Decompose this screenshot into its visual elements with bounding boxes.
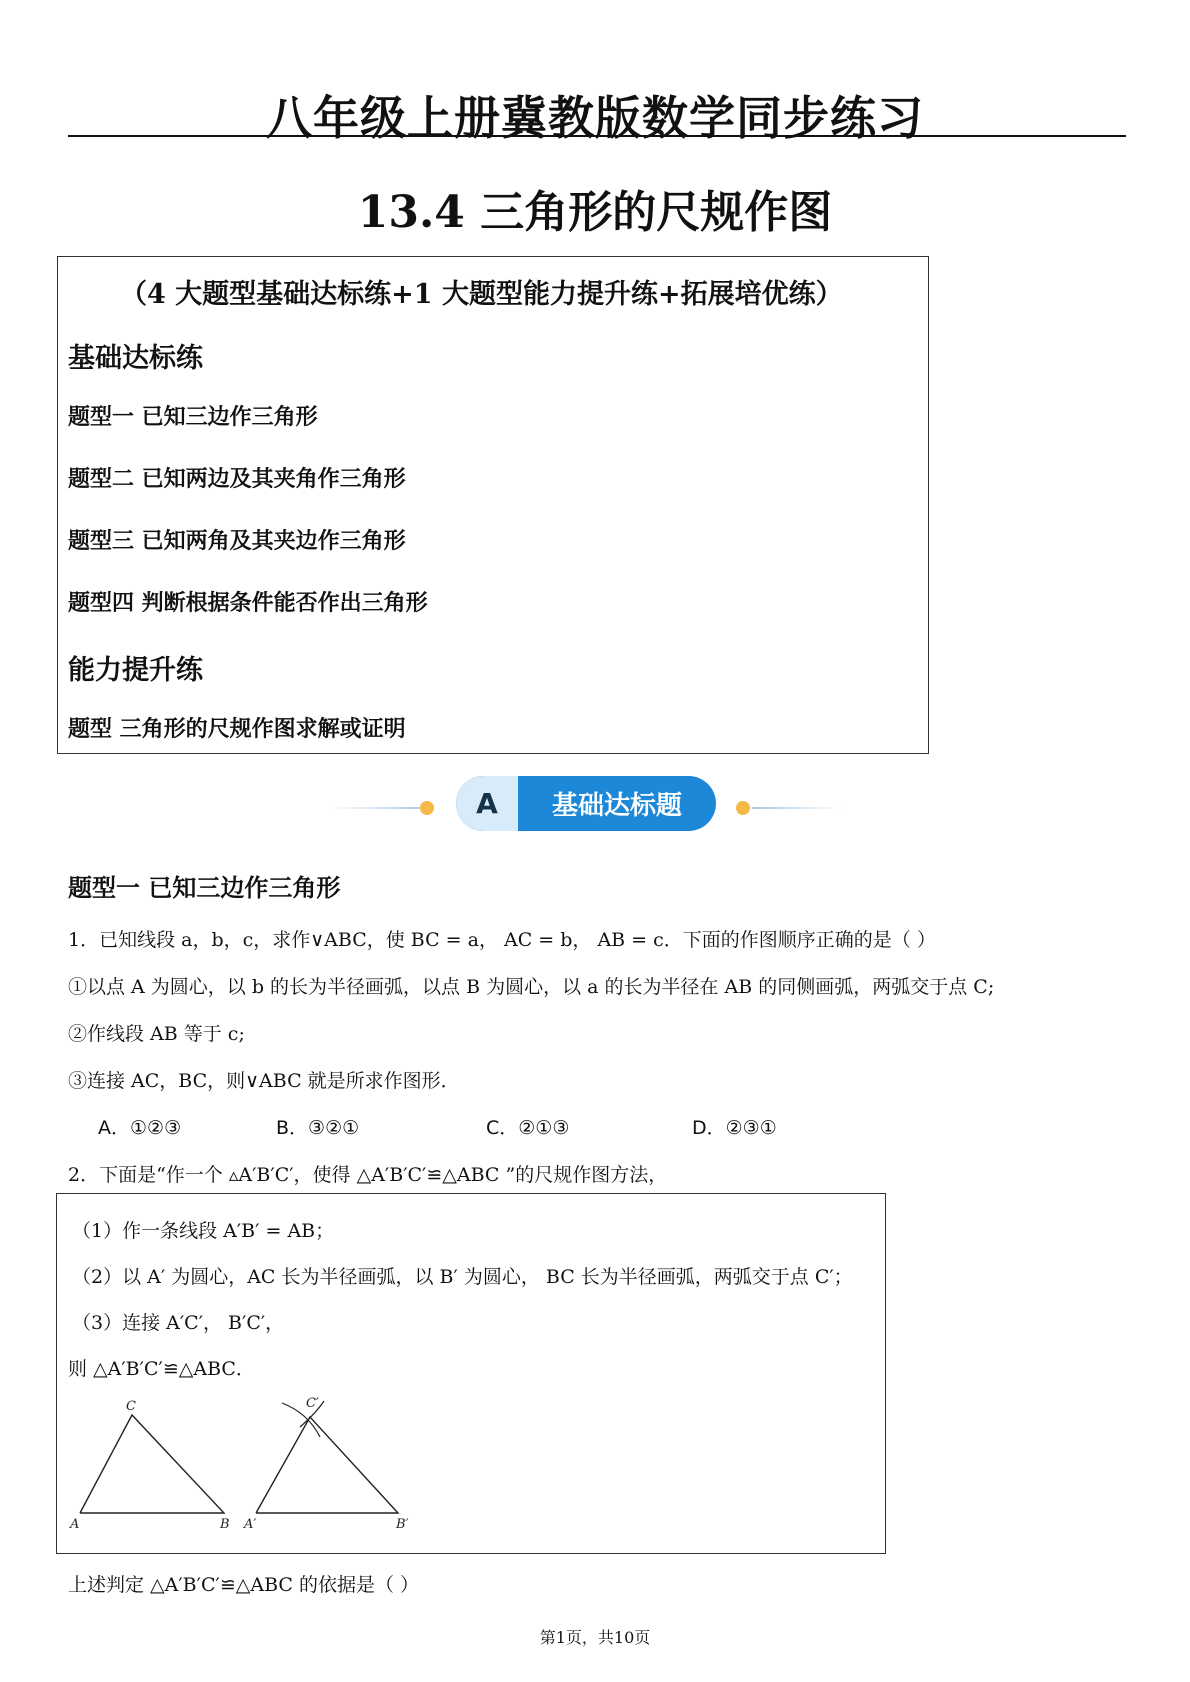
- label-a: A: [70, 1517, 80, 1532]
- label-a2: A′: [244, 1517, 257, 1532]
- q2-box-step-1: （1）作一条线段 A′B′ = AB；: [72, 1220, 335, 1242]
- q1-step-2: ②作线段 AB 等于 c;: [68, 1023, 245, 1045]
- toc-basic-heading: 基础达标练: [68, 343, 203, 374]
- toc-advanced-item: 题型 三角形的尺规作图求解或证明: [68, 717, 406, 742]
- toc-advanced-heading: 能力提升练: [68, 655, 203, 686]
- q2-box-step-2: （2）以 A′ 为圆心，AC 长为半径画弧，以 B′ 为圆心， BC 长为半径画弧，两弧交于点 C′；: [72, 1266, 853, 1288]
- document-title: 八年级上册冀教版数学同步练习: [266, 91, 924, 145]
- title-divider: [68, 135, 1126, 137]
- q1-step-3: ③连接 AC，BC，则∨ABC 就是所求作图形．: [68, 1070, 460, 1092]
- page-number: 第1页，共10页: [539, 1628, 651, 1647]
- q1-stem: 1．已知线段 a，b，c，求作∨ABC，使 BC = a， AC = b， AB = c．下面的作图顺序正确的是（ ）: [68, 929, 936, 951]
- label-c2: C′: [306, 1396, 319, 1411]
- toc-item: 题型一 已知三边作三角形: [68, 405, 318, 430]
- q1-option-c: C．②①③: [486, 1117, 570, 1139]
- banner-letter: A: [456, 776, 518, 831]
- q2-stem: 2．下面是“作一个 ▵A′B′C′，使得 △A′B′C′≌△ABC ”的尺规作图方法，: [68, 1164, 668, 1186]
- banner-line-right: [752, 807, 842, 809]
- label-b2: B′: [396, 1517, 409, 1532]
- banner-dot-right: [736, 801, 750, 815]
- q1-option-a: A．①②③: [98, 1117, 182, 1139]
- q1-option-d: D．②③①: [692, 1117, 777, 1139]
- q2-box-conclusion: 则 △A′B′C′≌△ABC．: [68, 1358, 255, 1380]
- toc-item: 题型二 已知两边及其夹角作三角形: [68, 467, 406, 492]
- q1-step-1: ①以点 A 为圆心，以 b 的长为半径画弧，以点 B 为圆心，以 a 的长为半径在 AB 的同侧画弧，两弧交于点 C;: [68, 976, 995, 998]
- banner-label: 基础达标题: [551, 791, 682, 821]
- toc-item: 题型四 判断根据条件能否作出三角形: [68, 591, 428, 616]
- section-title: 13.4 三角形的尺规作图: [357, 187, 833, 238]
- toc-intro: （4 大题型基础达标练+1 大题型能力提升练+拓展培优练）: [120, 279, 843, 310]
- triangle-figure: [60, 1395, 440, 1535]
- triangle-abc: [69, 1399, 230, 1532]
- section-heading: 题型一 已知三边作三角形: [68, 874, 341, 902]
- label-c: C: [126, 1399, 136, 1414]
- q2-question: 上述判定 △A′B′C′≌△ABC 的依据是（ ）: [68, 1574, 419, 1596]
- q2-box-step-3: （3）连接 A′C′， B′C′，: [72, 1312, 285, 1334]
- q1-option-b: B．③②①: [276, 1117, 360, 1139]
- toc-item: 题型三 已知两角及其夹边作三角形: [68, 529, 406, 554]
- banner-line-left: [330, 807, 428, 809]
- banner-dot-left: [420, 801, 434, 815]
- section-banner: [456, 776, 716, 831]
- label-b: B: [220, 1517, 230, 1532]
- triangle-a2b2c2: [243, 1396, 409, 1532]
